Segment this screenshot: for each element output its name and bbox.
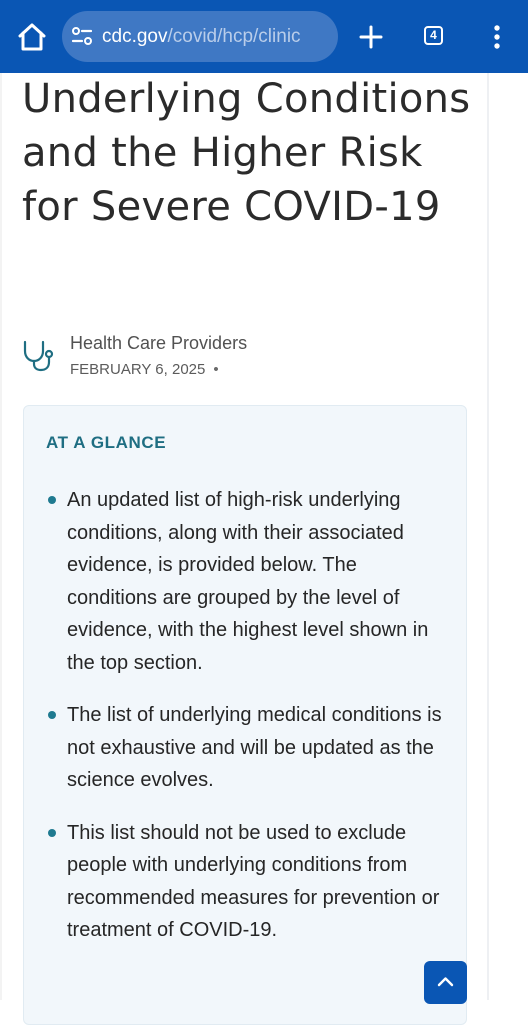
date-separator: • (213, 361, 219, 378)
url-text[interactable] (102, 11, 301, 62)
date-text: FEBRUARY 6, 2025 (70, 361, 206, 378)
audience-label[interactable]: Health Care Providers (70, 333, 248, 353)
stethoscope-icon (22, 338, 56, 372)
url-path: /covid/hcp/clinic (167, 26, 301, 47)
browser-toolbar (0, 0, 528, 73)
home-button[interactable] (16, 22, 48, 52)
page-title: Underlying Conditions and the Higher Risk for Severe COVID-19 (22, 76, 471, 230)
more-vert-icon (489, 24, 505, 50)
chevron-up-icon (437, 976, 454, 987)
tab-count: 4 (430, 28, 437, 42)
page-left-border (0, 73, 2, 1000)
at-a-glance-list (24, 484, 468, 967)
list-item (24, 484, 468, 679)
url-domain: cdc.gov (102, 26, 168, 47)
bullet-icon (48, 711, 56, 719)
plus-icon (358, 24, 384, 50)
page-right-border (487, 73, 489, 1000)
site-settings-icon[interactable] (72, 27, 92, 45)
at-a-glance-box (23, 405, 467, 1025)
list-item (24, 699, 468, 797)
publish-date (70, 361, 219, 378)
tab-switcher-icon[interactable] (424, 26, 443, 45)
home-icon (16, 22, 48, 52)
list-item (24, 817, 468, 947)
list-item-text: An updated list of high-risk underlying conditions, along with their associated evidence, is provided below. The conditions are grouped by the level of evidence, with the highest level shown in the top section. (67, 489, 429, 674)
more-options-button[interactable] (489, 24, 505, 50)
bullet-icon (48, 496, 56, 504)
list-item-text: The list of underlying medical conditions is not exhaustive and will be updated as the science evolves. (67, 704, 442, 791)
address-bar[interactable] (62, 11, 338, 62)
back-to-top-button[interactable] (424, 961, 467, 1004)
new-tab-button[interactable] (358, 24, 384, 50)
list-item-text: This list should not be used to exclude people with underlying conditions from recommended measures for prevention or treatment of COVID-19. (67, 821, 440, 941)
bullet-icon (48, 829, 56, 837)
at-a-glance-heading: AT A GLANCE (46, 433, 167, 452)
